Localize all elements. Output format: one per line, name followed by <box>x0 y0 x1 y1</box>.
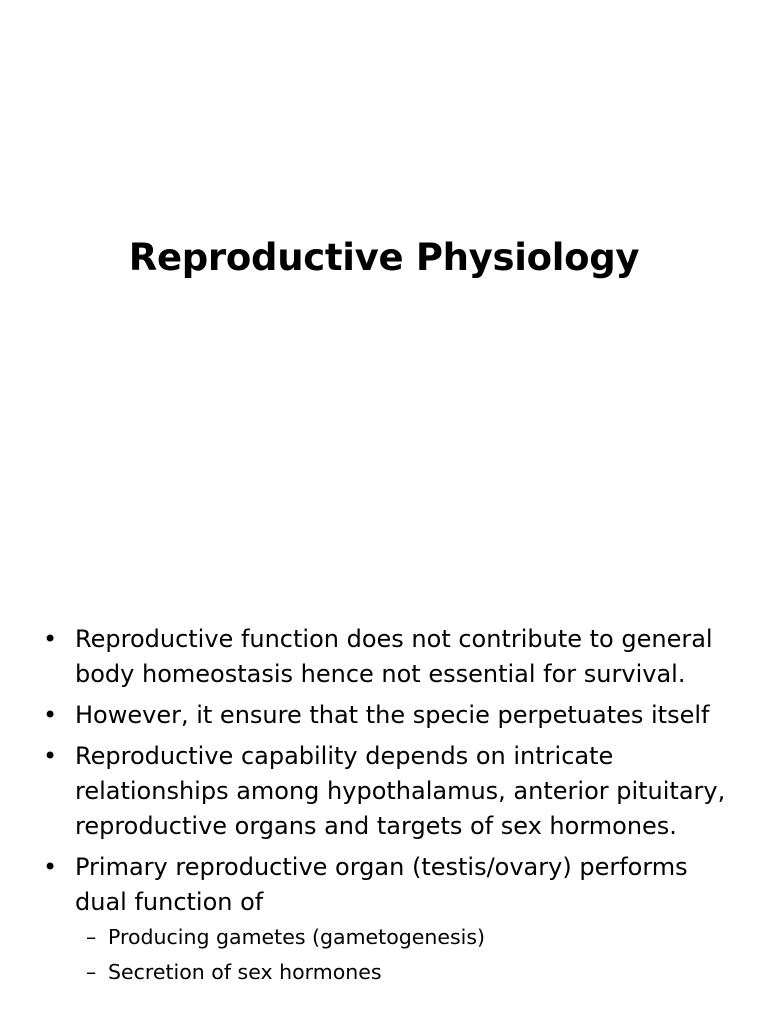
sub-bullet-text: Secretion of sex hormones <box>108 960 382 984</box>
bullet-dot-icon: • <box>43 853 58 881</box>
bullet-text: However, it ensure that the specie perpetuates itself <box>75 701 710 729</box>
sublist-container <box>40 920 740 990</box>
bullet-item <box>40 698 740 733</box>
bullet-item <box>40 739 740 844</box>
bullet-item <box>40 622 740 692</box>
bullet-dot-icon: • <box>43 742 58 770</box>
slide-title: Reproductive Physiology <box>128 236 640 279</box>
dash-icon: – <box>86 925 97 949</box>
sub-bullet-item <box>40 955 740 990</box>
bullet-text: Reproductive capability depends on intricate relationships among hypothalamus, anterior pituitary, reproductive organs and targets of sex hormones. <box>75 742 726 840</box>
bullet-dot-icon: • <box>43 625 58 653</box>
sub-bullet-list <box>40 920 740 990</box>
dash-icon: – <box>86 960 97 984</box>
bullet-list <box>40 622 740 990</box>
bullet-item <box>40 850 740 920</box>
bullet-text: Reproductive function does not contribute to general body homeostasis hence not essential for survival. <box>75 625 713 688</box>
sub-bullet-item <box>40 920 740 955</box>
sub-bullet-text: Producing gametes (gametogenesis) <box>108 925 486 949</box>
bullet-text: Primary reproductive organ (testis/ovary) performs dual function of <box>75 853 688 916</box>
bullet-dot-icon: • <box>43 701 58 729</box>
